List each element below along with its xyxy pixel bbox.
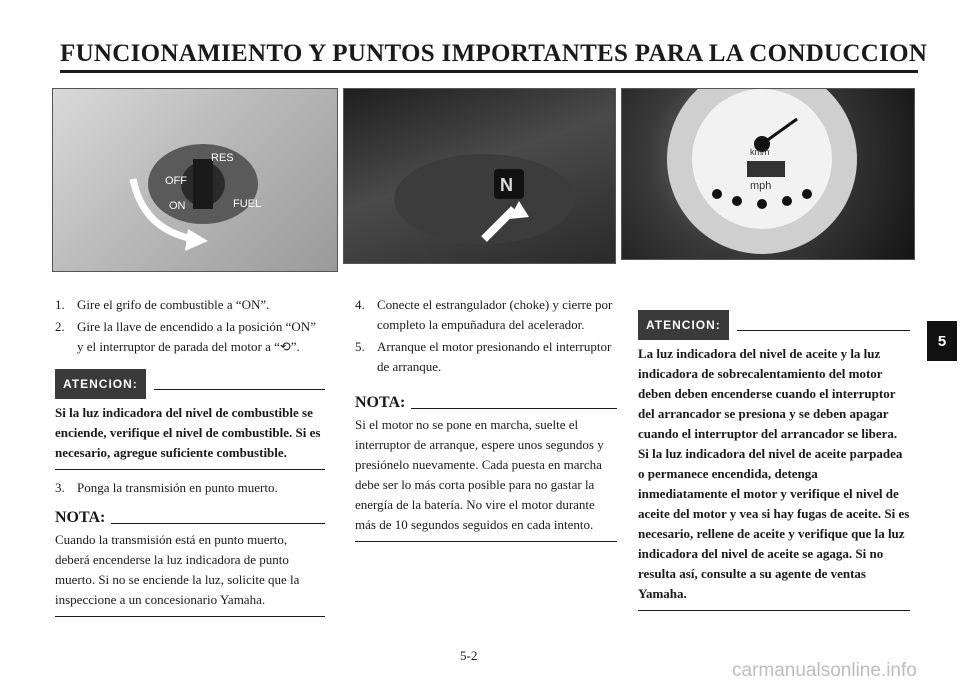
section-tab: 5 <box>927 321 957 361</box>
steps-list-1 <box>55 295 325 357</box>
speed-unit-kmh: km/h <box>750 147 770 157</box>
source-watermark: carmanualsonline.info <box>732 660 917 681</box>
nota-header <box>55 508 325 528</box>
label-res: RES <box>211 152 234 164</box>
nota-header <box>355 393 617 413</box>
label-fuel: FUEL <box>233 198 262 210</box>
step-number: 1. <box>55 297 65 312</box>
warning-text: Si la luz indicadora del nivel de combustible se enciende, verifique el nivel de combustible. Si es necesario, agregue suficiente combustible. <box>55 405 321 460</box>
nota-text: Cuando la transmisión está en punto muerto, deberá encenderse la luz indicadora de punto muerto. Si no se enciende la luz, solicite que la inspeccione a un concesionario Yamaha. <box>55 532 300 607</box>
nota-label: NOTA: <box>355 394 406 411</box>
label-on: ON <box>169 200 186 212</box>
nota-rule <box>355 541 617 542</box>
warning-text: La luz indicadora del nivel de aceite y la luz indicadora de sobrecalentamiento del motor deben deben encenderse cuando el interruptor del arrancador se presiona y se deben apagar cuando el interruptor del arrancador se libera. Si la luz indicadora del nivel de aceite parpadea o permanece encendida, detenga inmediatamente el motor y verifique el nivel de aceite del motor y vea si hay fugas de aceite. Si es necesario, rellene de aceite y verifique que la luz indicadora del nivel de aceite se agaga. Si no resulta así, consulte a su agente de ventas Yamaha. <box>638 346 910 601</box>
nota-text: Si el motor no se pone en marcha, suelte el interruptor de arranque, espere unos segundos y presiónelo nuevamente. Cada puesta en marcha debe ser lo más corta posible para no gastar la energía de la batería. No vire el motor durante más de 10 segundos seguidos en cada intento. <box>355 417 604 532</box>
step-number: 3. <box>55 480 65 495</box>
warning-header-rule <box>154 389 325 390</box>
step-2 <box>55 317 325 357</box>
neutral-illustration <box>344 89 615 263</box>
step-1 <box>55 295 325 315</box>
label-off: OFF <box>165 175 187 187</box>
speed-unit-mph: mph <box>750 180 772 192</box>
step-number: 5. <box>355 339 365 354</box>
steps-list-1b <box>55 478 325 498</box>
page-number: 5-2 <box>460 648 478 663</box>
step-text: Gire el grifo de combustible a “ON”. <box>77 297 270 312</box>
nota-rule <box>55 616 325 617</box>
speedometer-illustration <box>622 89 914 259</box>
nota-header-rule <box>111 523 325 524</box>
step-text: Ponga la transmisión en punto muerto. <box>77 480 278 495</box>
warning-rule <box>55 469 325 470</box>
column-2 <box>355 295 617 542</box>
warning-badge: ATENCION: <box>55 369 146 399</box>
step-number: 2. <box>55 319 65 334</box>
warning-badge: ATENCION: <box>638 310 729 340</box>
title-underline <box>60 70 918 73</box>
neutral-label: N <box>500 175 513 195</box>
step-text: Arranque el motor presionando el interruptor de arranque. <box>377 339 612 374</box>
page-title: FUNCIONAMIENTO Y PUNTOS IMPORTANTES PARA LA CONDUCCION <box>60 40 928 67</box>
step-3 <box>55 478 325 498</box>
step-text: Gire la llave de encendido a la posición “ON” y el interruptor de parada del motor a “⟲”. <box>77 319 316 354</box>
warning-header-rule <box>737 330 910 331</box>
warning-header <box>55 369 325 399</box>
step-text: Conecte el estrangulador (choke) y cierre por completo la empuñadura del acelerador. <box>377 297 613 332</box>
step-5 <box>355 337 617 377</box>
steps-list-2 <box>355 295 617 377</box>
step-number: 4. <box>355 297 365 312</box>
neutral-light-photo <box>343 88 616 264</box>
column-3 <box>638 310 910 611</box>
fuel-valve-illustration <box>53 89 337 271</box>
nota-header-rule <box>411 408 617 409</box>
warning-rule <box>638 610 910 611</box>
speedometer-photo <box>621 88 915 260</box>
warning-header <box>638 310 910 340</box>
step-4 <box>355 295 617 335</box>
fuel-valve-photo <box>52 88 338 272</box>
nota-label: NOTA: <box>55 509 106 526</box>
column-1 <box>55 295 325 617</box>
